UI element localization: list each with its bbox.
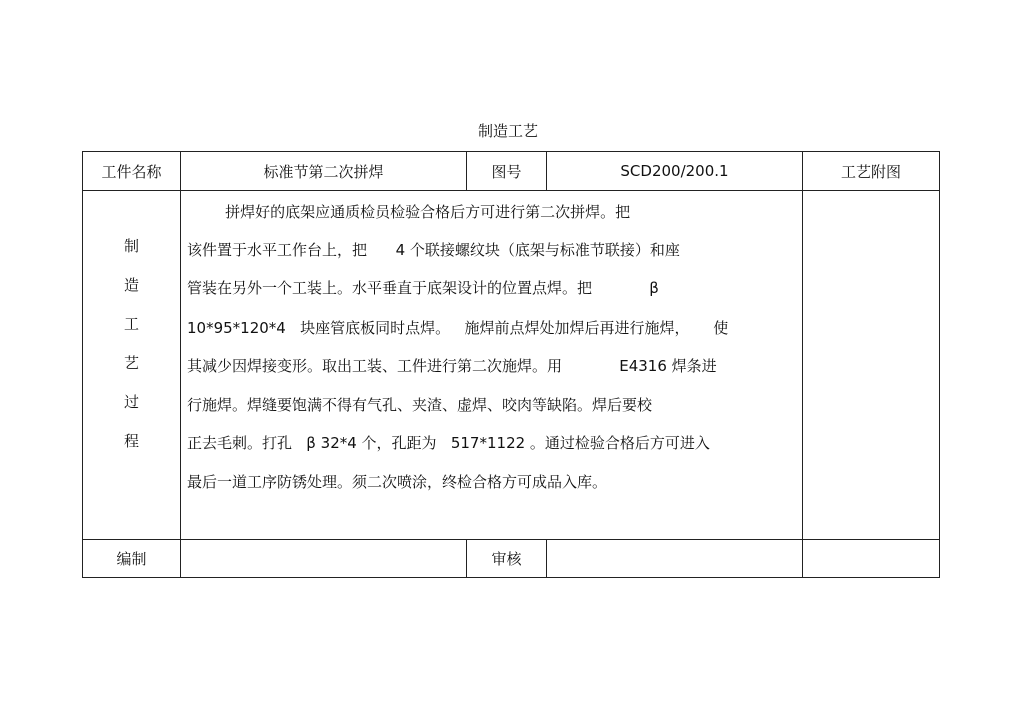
process-table bbox=[82, 151, 940, 578]
col-divider-attached bbox=[802, 152, 803, 577]
part-name-value: 标准节第二次拼焊 bbox=[263, 162, 384, 181]
process-label-char: 程 bbox=[123, 432, 139, 450]
process-text-line: 10*95*120*4 块座管底板同时点焊。 施焊前点焊处加焊后再进行施焊， 使 bbox=[187, 319, 729, 337]
process-text-line: 其减少因焊接变形。取出工装、工件进行第二次施焊。用 E4316 焊条进 bbox=[187, 357, 717, 375]
process-text-line: 管装在另外一个工装上。水平垂直于底架设计的位置点焊。把 β bbox=[187, 279, 659, 297]
prepared-by-value bbox=[181, 540, 466, 577]
process-text-line: 正去毛刺。打孔 β 32*4 个，孔距为 517*1122 。通过检验合格后方可进入 bbox=[187, 434, 710, 452]
reviewed-by-value bbox=[547, 540, 802, 577]
page-title: 制造工艺 bbox=[477, 122, 538, 140]
process-label-char: 制 bbox=[123, 237, 139, 255]
reviewed-by-label: 审核 bbox=[491, 550, 522, 568]
drawing-no-value: SCD200/200.1 bbox=[620, 162, 729, 180]
row-divider-header bbox=[83, 190, 939, 191]
process-text-line: 该件置于水平工作台上，把 4 个联接螺纹块（底架与标准节联接）和座 bbox=[187, 241, 680, 259]
process-label-char: 工 bbox=[123, 315, 139, 333]
process-label-char: 过 bbox=[123, 393, 139, 411]
col-divider-label bbox=[180, 152, 181, 577]
drawing-no-label: 图号 bbox=[491, 162, 522, 181]
process-label bbox=[83, 236, 180, 470]
process-text-line: 拼焊好的底架应通质检员检验合格后方可进行第二次拼焊。把 bbox=[187, 203, 631, 221]
footer-extra-cell bbox=[803, 540, 939, 577]
prepared-by-label: 编制 bbox=[116, 550, 147, 568]
process-text-line: 最后一道工序防锈处理。须二次喷涂，终检合格方可成品入库。 bbox=[187, 473, 608, 491]
process-label-char: 造 bbox=[123, 276, 139, 294]
process-label-char: 艺 bbox=[123, 354, 139, 372]
process-text-line: 行施焊。焊缝要饱满不得有气孔、夹渣、虚焊、咬肉等缺陷。焊后要校 bbox=[187, 396, 653, 414]
part-name-label: 工件名称 bbox=[101, 162, 162, 181]
attached-drawing-label: 工艺附图 bbox=[840, 162, 901, 181]
